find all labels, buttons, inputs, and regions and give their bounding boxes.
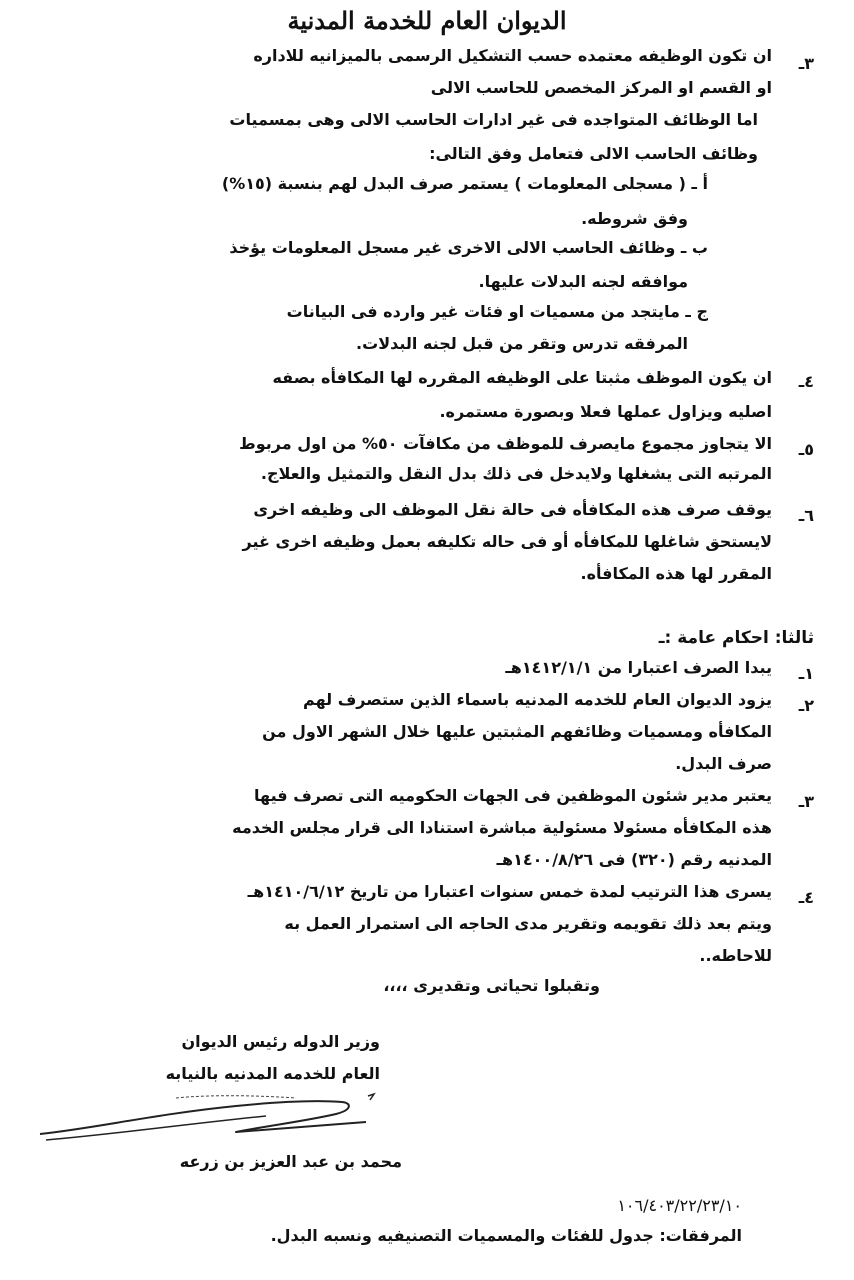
- text-line: او القسم او المركز المخصص للحاسب الالى: [430, 78, 772, 97]
- item-marker: ٣ـ: [798, 54, 814, 73]
- text-line: يزود الديوان العام للخدمه المدنيه باسماء الذين ستصرف لهم: [303, 690, 772, 709]
- text-line: يعتبر مدير شئون الموظفين فى الجهات الحكوميه التى تصرف فيها: [254, 786, 772, 805]
- signatory-title: العام للخدمه المدنيه بالنيابه: [165, 1064, 380, 1083]
- text-line: موافقه لجنه البدلات عليها.: [478, 272, 688, 291]
- item-marker: ٢ـ: [798, 696, 814, 715]
- text-line: ويتم بعد ذلك تقويمه وتقرير مدى الحاجه الى استمرار العمل به: [284, 914, 772, 933]
- closing-line: وتقبلوا تحياتى وتقديرى ،،،،: [383, 976, 600, 995]
- text-line: ان تكون الوظيفه معتمده حسب التشكيل الرسمى بالميزانيه للاداره: [253, 46, 772, 65]
- letterhead: الديوان العام للخدمة المدنية: [287, 6, 567, 35]
- text-line: يسرى هذا الترتيب لمدة خمس سنوات اعتبارا من تاريخ ١٤١٠/٦/١٢هـ: [247, 882, 772, 901]
- text-line: وظائف الحاسب الالى فتعامل وفق التالى:: [429, 144, 758, 163]
- reference-number: ١٠٦/٤٠٣/٢٢/٢٣/١٠: [617, 1196, 742, 1215]
- signatory-name: محمد بن عبد العزيز بن زرعه: [179, 1152, 402, 1171]
- text-line: اما الوظائف المتواجده فى غير ادارات الحاسب الالى وهى بمسميات: [229, 110, 758, 129]
- text-line: صرف البدل.: [675, 754, 772, 773]
- text-line: المرتبه التى يشغلها ولايدخل فى ذلك بدل النقل والتمثيل والعلاج.: [260, 464, 772, 483]
- text-line: المقرر لها هذه المكافأه.: [580, 564, 772, 583]
- text-line: لايستحق شاغلها للمكافأه أو فى حاله تكليفه بعمل وظيفه اخرى غير: [242, 532, 772, 551]
- attachments-line: المرفقات: جدول للفئات والمسميات التصنيفيه ونسبه البدل.: [270, 1226, 742, 1245]
- text-line: المرفقه تدرس وتقر من قبل لجنه البدلات.: [356, 334, 688, 353]
- text-line: أ ـ ( مسجلى المعلومات ) يستمر صرف البدل لهم بنسبة (١٥%): [221, 174, 708, 193]
- text-line: هذه المكافأه مسئولا مسئولية مباشرة استنادا الى قرار مجلس الخدمه: [232, 818, 772, 837]
- item-marker: ٤ـ: [798, 372, 814, 391]
- item-marker: ٣ـ: [798, 792, 814, 811]
- handwritten-signature: [36, 1088, 396, 1148]
- text-line: ان يكون الموظف مثبتا على الوظيفه المقرره لها المكافأه بصفه: [272, 368, 772, 387]
- text-line: اصليه ويزاول عملها فعلا وبصورة مستمره.: [439, 402, 772, 421]
- text-line: ب ـ وظائف الحاسب الالى الاخرى غير مسجل المعلومات يؤخذ: [229, 238, 708, 257]
- text-line: الا يتجاوز مجموع مايصرف للموظف من مكافآت ٥٠% من اول مربوط: [239, 434, 772, 453]
- text-line: ج ـ مايتجد من مسميات او فئات غير وارده فى البيانات: [286, 302, 708, 321]
- text-line: يوقف صرف هذه المكافأه فى حالة نقل الموظف الى وظيفه اخرى: [253, 500, 772, 519]
- item-marker: ١ـ: [798, 664, 814, 683]
- text-line: يبدا الصرف اعتبارا من ١٤١٢/١/١هـ: [505, 658, 772, 677]
- item-marker: ٥ـ: [798, 440, 814, 459]
- item-marker: ٤ـ: [798, 888, 814, 907]
- text-line: للاحاطه..: [699, 946, 772, 965]
- text-line: المكافأه ومسميات وظائفهم المثبتين عليها خلال الشهر الاول من: [262, 722, 772, 741]
- text-line: وفق شروطه.: [581, 209, 688, 228]
- item-marker: ٦ـ: [798, 506, 814, 525]
- section-heading: ثالثا: احكام عامة :ـ: [658, 628, 814, 648]
- text-line: المدنيه رقم (٣٢٠) فى ١٤٠٠/٨/٢٦هـ: [496, 850, 772, 869]
- signatory-title: وزير الدوله رئيس الديوان: [181, 1032, 380, 1051]
